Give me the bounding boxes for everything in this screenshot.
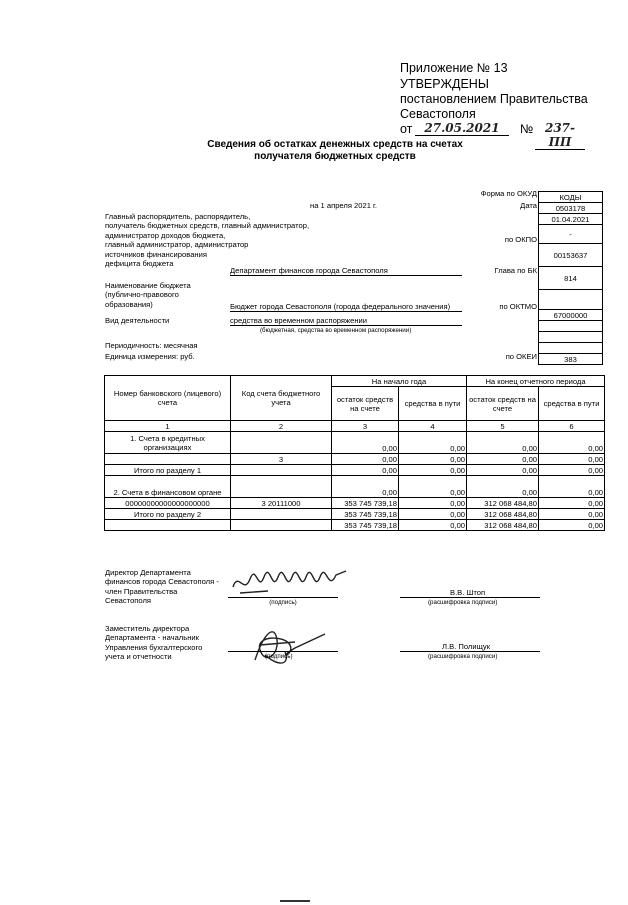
header-code: Код счета бюджетного учета bbox=[231, 376, 332, 421]
table-row bbox=[105, 432, 605, 454]
okud-code: 0503178 bbox=[539, 203, 603, 214]
table-row bbox=[105, 498, 605, 509]
row-start-balance: 353 745 739,18 bbox=[332, 520, 399, 531]
col-num-6: 6 bbox=[539, 421, 605, 432]
row-end-balance: 312 068 484,80 bbox=[467, 509, 539, 520]
director-title-4: Севастополя bbox=[105, 596, 152, 606]
header-account: Номер банковского (лицевого) счета bbox=[105, 376, 231, 421]
table-row bbox=[105, 520, 605, 531]
col-num-3: 3 bbox=[332, 421, 399, 432]
okpo-code: 00153637 bbox=[539, 244, 603, 267]
manager-label-6: дефицита бюджета bbox=[105, 259, 174, 269]
row-start-balance: 353 745 739,18 bbox=[332, 498, 399, 509]
okud-label: Форма по ОКУД bbox=[480, 189, 537, 198]
header-start-transit: средства в пути bbox=[399, 387, 467, 421]
director-sign-line bbox=[228, 597, 338, 598]
row-start-transit: 0,00 bbox=[399, 509, 467, 520]
empty-code-2 bbox=[539, 321, 603, 332]
manager-label-2: получатель бюджетных средств, главный администратор, bbox=[105, 221, 310, 231]
resolution-line-1: постановлением Правительства bbox=[400, 92, 588, 106]
budget-label bbox=[105, 281, 191, 309]
row-end-transit: 0,00 bbox=[539, 454, 605, 465]
scan-mark bbox=[280, 900, 310, 902]
row-account bbox=[105, 454, 231, 465]
row-code bbox=[231, 509, 332, 520]
row-start-transit: 0,00 bbox=[399, 454, 467, 465]
number-label: № bbox=[520, 122, 534, 136]
deputy-title-1: Заместитель директора bbox=[105, 624, 190, 633]
deputy-signature bbox=[235, 620, 335, 670]
budget-label-3: образования) bbox=[105, 299, 153, 309]
empty-code-3 bbox=[539, 332, 603, 343]
row-end-transit: 0,00 bbox=[539, 520, 605, 531]
title-line-1: Сведения об остатках денежных средств на счетах bbox=[207, 139, 463, 150]
deputy-title-2: Департамента - начальник bbox=[105, 633, 199, 643]
row-end-balance: 0,00 bbox=[467, 432, 539, 454]
row-start-balance: 0,00 bbox=[332, 454, 399, 465]
periodicity: Периодичность: месячная bbox=[105, 341, 198, 350]
director-title-3: член Правительства bbox=[105, 586, 178, 596]
deputy-sign-hint: (подпись) bbox=[265, 653, 293, 660]
row-end-transit: 0,00 bbox=[539, 465, 605, 476]
glava-label: Глава по БК bbox=[494, 266, 537, 275]
row-end-transit: 0,00 bbox=[539, 432, 605, 454]
title-line-2: получателя бюджетных средств bbox=[254, 151, 416, 162]
director-signature bbox=[228, 565, 353, 601]
activity-value: средства во временном распоряжении bbox=[230, 316, 462, 326]
row-account: Итого по разделу 1 bbox=[105, 465, 231, 476]
header-end: На конец отчетного периода bbox=[467, 376, 605, 387]
director-title bbox=[105, 568, 219, 606]
row-end-balance: 312 068 484,80 bbox=[467, 498, 539, 509]
deputy-decode-line bbox=[400, 651, 540, 652]
resolution-date: 27.05.2021 bbox=[415, 121, 509, 136]
header-start-balance: остаток средств на счете bbox=[332, 387, 399, 421]
row-code bbox=[231, 520, 332, 531]
empty-code-4 bbox=[539, 343, 603, 354]
row-account: Итого по разделу 2 bbox=[105, 509, 231, 520]
table-row bbox=[105, 465, 605, 476]
director-decode-line bbox=[400, 597, 540, 598]
manager-value: Департамент финансов города Севастополя bbox=[230, 266, 462, 276]
row-start-transit: 0,00 bbox=[399, 498, 467, 509]
unit: Единица измерения: руб. bbox=[105, 352, 195, 361]
codes-header: КОДЫ bbox=[539, 192, 603, 203]
date-label: Дата bbox=[520, 201, 537, 210]
resolution-number: 237-ПП bbox=[535, 121, 585, 150]
deputy-title-3: Управления бухгалтерского bbox=[105, 642, 203, 652]
row-account: 2. Счета в финансовом органе bbox=[105, 476, 231, 498]
deputy-decode-hint: (расшифровка подписи) bbox=[428, 653, 498, 660]
table-row bbox=[105, 476, 605, 498]
glava-code: 814 bbox=[539, 267, 603, 290]
manager-label-3: администратор доходов бюджета, bbox=[105, 230, 226, 240]
deputy-name: Л.В. Полищук bbox=[442, 642, 491, 651]
row-end-balance: 0,00 bbox=[467, 465, 539, 476]
row-end-transit: 0,00 bbox=[539, 509, 605, 520]
row-end-transit: 0,00 bbox=[539, 476, 605, 498]
header-end-balance: остаток средств на счете bbox=[467, 387, 539, 421]
date-code: 01.04.2021 bbox=[539, 214, 603, 225]
director-name: В.В. Штоп bbox=[450, 588, 486, 597]
col-num-4: 4 bbox=[399, 421, 467, 432]
codes-table bbox=[538, 191, 603, 365]
director-sign-hint: (подпись) bbox=[269, 599, 297, 606]
manager-label-4: главный администратор, администратор bbox=[105, 240, 249, 250]
balances-table bbox=[104, 375, 605, 531]
empty-code bbox=[539, 290, 603, 310]
manager-label bbox=[105, 212, 309, 268]
table-row bbox=[105, 454, 605, 465]
deputy-title-4: учета и отчетности bbox=[105, 652, 172, 662]
manager-label-5: источников финансирования bbox=[105, 249, 207, 259]
row-code bbox=[231, 476, 332, 498]
row-code bbox=[231, 432, 332, 454]
col-num-5: 5 bbox=[467, 421, 539, 432]
budget-label-2: (публично-правового bbox=[105, 290, 179, 300]
row-account: 00000000000000000000 bbox=[105, 498, 231, 509]
row-start-balance: 0,00 bbox=[332, 476, 399, 498]
director-decode-hint: (расшифровка подписи) bbox=[428, 599, 498, 606]
row-start-transit: 0,00 bbox=[399, 520, 467, 531]
activity-label: Вид деятельности bbox=[105, 316, 170, 325]
row-end-transit: 0,00 bbox=[539, 498, 605, 509]
appendix-number: Приложение № 13 bbox=[400, 61, 508, 75]
okpo-label: по ОКПО bbox=[504, 235, 537, 244]
from-label: от bbox=[400, 122, 413, 136]
row-start-transit: 0,00 bbox=[399, 465, 467, 476]
oktmo-code: 67000000 bbox=[539, 310, 603, 321]
deputy-sign-line bbox=[228, 651, 338, 652]
approved-label: УТВЕРЖДЕНЫ bbox=[400, 77, 489, 91]
row-account bbox=[105, 520, 231, 531]
row-code: 3 bbox=[231, 454, 332, 465]
row-code: 3 20111000 bbox=[231, 498, 332, 509]
dash-code: - bbox=[539, 225, 603, 244]
budget-label-1: Наименование бюджета bbox=[105, 281, 191, 290]
director-title-1: Директор Департамента bbox=[105, 568, 191, 577]
row-start-transit: 0,00 bbox=[399, 432, 467, 454]
row-start-balance: 0,00 bbox=[332, 465, 399, 476]
header-end-transit: средства в пути bbox=[539, 387, 605, 421]
document-title bbox=[190, 139, 480, 163]
budget-value: Бюджет города Севастополя (города федерального значения) bbox=[230, 302, 462, 312]
director-title-2: финансов города Севастополя - bbox=[105, 577, 219, 587]
resolution-line-2: Севастополя bbox=[400, 107, 476, 121]
report-date-line: на 1 апреля 2021 г. bbox=[310, 201, 377, 210]
deputy-title bbox=[105, 624, 202, 662]
row-start-balance: 0,00 bbox=[332, 432, 399, 454]
col-num-1: 1 bbox=[105, 421, 231, 432]
table-row bbox=[105, 509, 605, 520]
row-end-balance: 0,00 bbox=[467, 476, 539, 498]
col-num-2: 2 bbox=[231, 421, 332, 432]
row-start-balance: 353 745 739,18 bbox=[332, 509, 399, 520]
row-start-transit: 0,00 bbox=[399, 476, 467, 498]
header-start: На начало года bbox=[332, 376, 467, 387]
oktmo-label: по ОКТМО bbox=[499, 302, 537, 311]
okei-code: 383 bbox=[539, 354, 603, 365]
row-end-balance: 0,00 bbox=[467, 454, 539, 465]
row-code bbox=[231, 465, 332, 476]
okei-label: по ОКЕИ bbox=[505, 352, 537, 361]
row-end-balance: 312 068 484,80 bbox=[467, 520, 539, 531]
row-account: 1. Счета в кредитных организациях bbox=[105, 432, 231, 454]
activity-hint: (бюджетная, средства во временном распоряжении) bbox=[260, 327, 412, 334]
manager-label-1: Главный распорядитель, распорядитель, bbox=[105, 212, 251, 221]
